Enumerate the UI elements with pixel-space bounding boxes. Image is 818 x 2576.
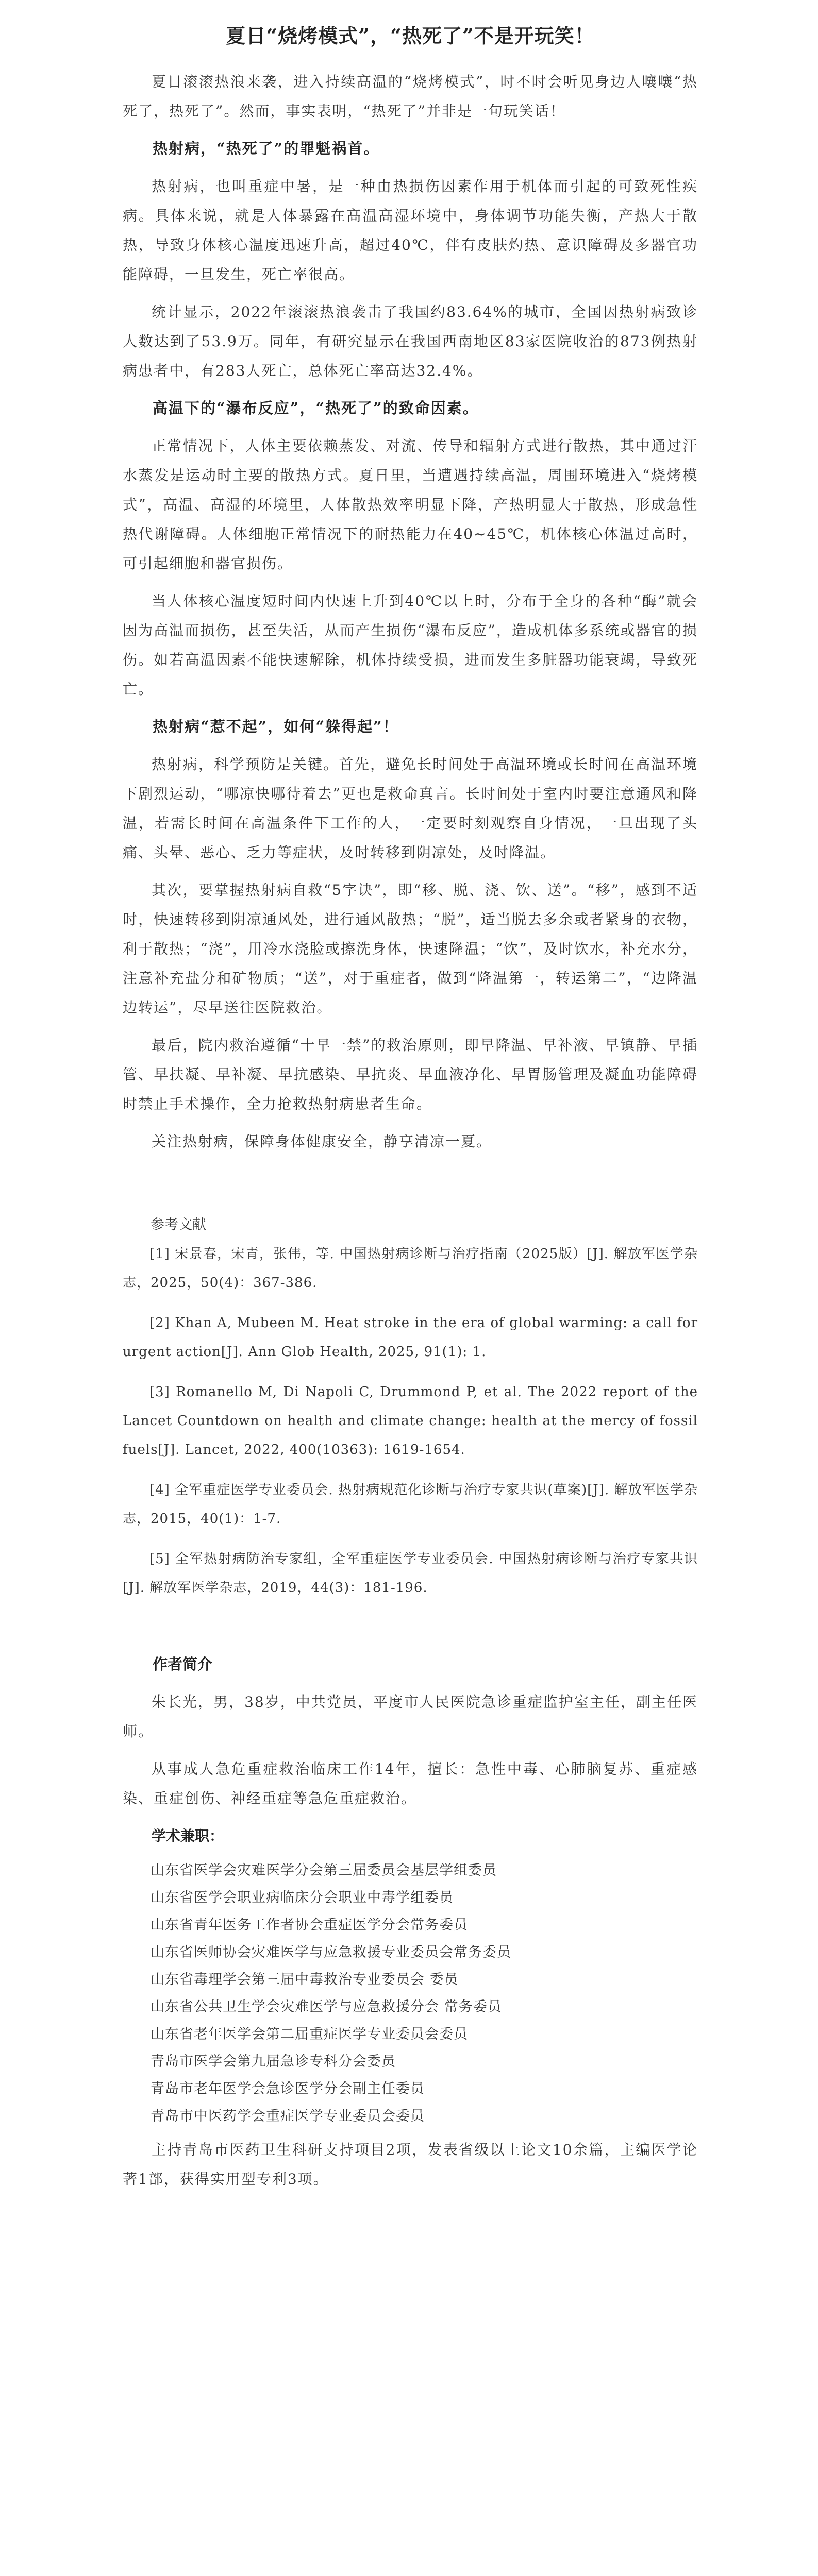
section-heading-2: 高温下的“瀑布反应”，“热死了”的致命因素。: [153, 399, 479, 417]
author-achievements: 主持青岛市医药卫生科研支持项目2项，发表省级以上论文10余篇，主编医学论著1部，获得实用型专利3项。: [123, 2141, 698, 2188]
section-3-paragraph-2: 其次，要掌握热射病自救“5字诀”，即“移、脱、浇、饮、送”。“移”，感到不适时，快速转移到阴凉通风处，进行通风散热；“脱”，适当脱去多余或者紧身的衣物，利于散热；“浇”，用冷水浇脸或擦洗身体，快速降温；“饮”，及时饮水，补充水分，注意补充盐分和矿物质；“送”，对于重症者，做到“降温第一，转运第二”，“边降温边转运”，尽早送往医院救治。: [123, 882, 698, 1016]
reference-item: [2] Khan A, Mubeen M. Heat stroke in the era of global warming: a call for urgent action[J]. Ann Glob Health, 2025, 91(1): 1.: [123, 1315, 698, 1360]
closing-paragraph: 关注热射病，保障身体健康安全，静享清凉一夏。: [152, 1133, 492, 1150]
section-heading-3: 热射病“惹不起”，如何“躲得起”！: [153, 718, 399, 735]
reference-item: [1] 宋景春，宋青，张伟，等. 中国热射病诊断与治疗指南（2025版）[J]. 解放军医学杂志，2025，50(4)：367-386.: [123, 1246, 698, 1291]
intro-paragraph: 夏日滚滚热浪来袭，进入持续高温的“烧烤模式”，时不时会听见身边人嚷嚷“热死了，热死了”。然而，事实表明，“热死了”并非是一句玩笑话！: [123, 73, 698, 120]
references-title: 参考文献: [151, 1217, 206, 1233]
section-1-paragraph-2: 统计显示，2022年滚滚热浪袭击了我国约83.64%的城市，全国因热射病致诊人数达到了53.9万。同年，有研究显示在我国西南地区83家医院收治的873例热射病患者中，有283人死亡，总体死亡率高达32.4%。: [123, 303, 698, 379]
section-heading-1: 热射病，“热死了”的罪魁祸首。: [153, 140, 380, 157]
section-2-paragraph-1: 正常情况下，人体主要依赖蒸发、对流、传导和辐射方式进行散热，其中通过汗水蒸发是运动时主要的散热方式。夏日里，当遭遇持续高温，周围环境进入“烧烤模式”，高温、高湿的环境里，人体散热效率明显下降，产热明显大于散热，形成急性热代谢障碍。人体细胞正常情况下的耐热能力在40~45℃，机体核心体温过高时，可引起细胞和器官损伤。: [123, 437, 698, 572]
membership-item: 山东省老年医学会第二届重症医学专业委员会委员: [151, 2026, 468, 2042]
author-section-title: 作者简介: [153, 1655, 213, 1673]
membership-item: 青岛市中医药学会重症医学专业委员会委员: [151, 2108, 425, 2124]
membership-title: 学术兼职：: [152, 1827, 224, 1844]
membership-item: 山东省医学会职业病临床分会职业中毒学组委员: [151, 1890, 454, 1906]
section-2-paragraph-2: 当人体核心温度短时间内快速上升到40℃以上时，分布于全身的各种“酶”就会因为高温而损伤，甚至失活，从而产生损伤“瀑布反应”，造成机体多系统或器官的损伤。如若高温因素不能快速解除，机体持续受损，进而发生多脏器功能衰竭，导致死亡。: [123, 592, 698, 698]
author-expertise: 从事成人急危重症救治临床工作14年，擅长：急性中毒、心肺脑复苏、重症感染、重症创伤、神经重症等急危重症救治。: [123, 1760, 698, 1807]
membership-item: 山东省公共卫生学会灾难医学与应急救援分会 常务委员: [151, 1999, 502, 2015]
membership-item: 青岛市老年医学会急诊医学分会副主任委员: [151, 2081, 425, 2097]
reference-item: [5] 全军热射病防治专家组，全军重症医学专业委员会. 中国热射病诊断与治疗专家共识[J]. 解放军医学杂志，2019，44(3)：181-196.: [123, 1551, 698, 1596]
membership-item: 山东省医学会灾难医学分会第三届委员会基层学组委员: [151, 1862, 497, 1878]
article: [123, 21, 698, 2202]
section-3-paragraph-3: 最后，院内救治遵循“十早一禁”的救治原则，即早降温、早补液、早镇静、早插管、早扶凝、早补凝、早抗感染、早抗炎、早血液净化、早胃肠管理及凝血功能障碍时禁止手术操作，全力抢救热射病患者生命。: [123, 1037, 698, 1112]
membership-item: 山东省毒理学会第三届中毒救治专业委员会 委员: [151, 1972, 459, 1988]
reference-item: [3] Romanello M, Di Napoli C, Drummond P, et al. The 2022 report of the Lancet Countdown on health and climate change: health at the mercy of fossil fuels[J]. Lancet, 2022, 400(10363): 1619-1654.: [123, 1384, 698, 1458]
reference-item: [4] 全军重症医学专业委员会. 热射病规范化诊断与治疗专家共识(草案)[J]. 解放军医学杂志，2015，40(1)：1-7.: [123, 1482, 698, 1527]
author-bio: 朱长光，男，38岁，中共党员，平度市人民医院急诊重症监护室主任，副主任医师。: [123, 1693, 698, 1740]
article-title: 夏日“烧烤模式”，“热死了”不是开玩笑！: [226, 24, 595, 47]
membership-item: 山东省医师协会灾难医学与应急救援专业委员会常务委员: [151, 1944, 511, 1960]
membership-item: 山东省青年医务工作者协会重症医学分会常务委员: [151, 1917, 468, 1933]
membership-item: 青岛市医学会第九届急诊专科分会委员: [151, 2054, 396, 2070]
section-3-paragraph-1: 热射病，科学预防是关键。首先，避免长时间处于高温环境或长时间在高温环境下剧烈运动，“哪凉快哪待着去”更也是救命真言。长时间处于室内时要注意通风和降温，若需长时间在高温条件下工作的人，一定要时刻观察自身情况，一旦出现了头痛、头晕、恶心、乏力等症状，及时转移到阴凉处，及时降温。: [123, 756, 698, 861]
section-1-paragraph-1: 热射病，也叫重症中暑，是一种由热损伤因素作用于机体而引起的可致死性疾病。具体来说，就是人体暴露在高温高湿环境中，身体调节功能失衡，产热大于散热，导致身体核心温度迅速升高，超过40℃，伴有皮肤灼热、意识障碍及多器官功能障碍，一旦发生，死亡率很高。: [123, 178, 698, 283]
